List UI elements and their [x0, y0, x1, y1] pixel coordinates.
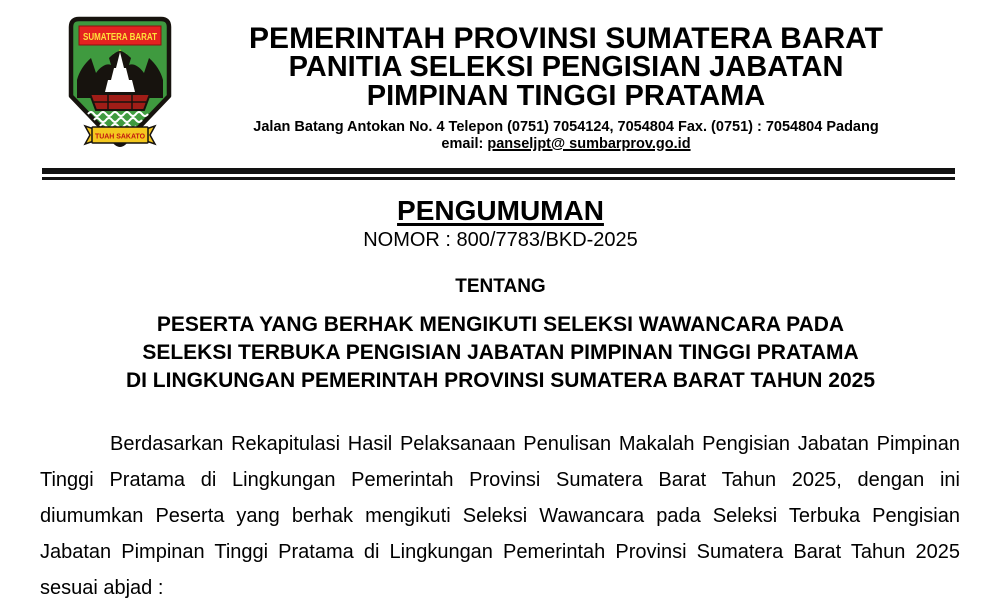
paragraph-line-5: sesuai abjad :	[40, 576, 164, 599]
motto-label: TUAH SAKATO	[95, 131, 146, 141]
committee-name-line1: PANITIA SELEKSI PENGISIAN JABATAN	[288, 51, 844, 83]
letterhead	[0, 0, 1001, 153]
paragraph-line-3: diumumkan Peserta yang berhak mengikuti Seleksi Wawancara pada Seleksi Terbuka Pengisian	[40, 504, 960, 527]
divider-thin-bar	[42, 177, 955, 180]
region-banner-label: SUMATERA BARAT	[83, 32, 157, 43]
sumatera-barat-crest-logo	[64, 16, 176, 150]
announcement-subject	[0, 311, 1001, 395]
letterhead-divider	[42, 168, 955, 180]
paragraph-line-1: Berdasarkan Rekapitulasi Hasil Pelaksanaan Penulisan Makalah Pengisian Jabatan Pimpinan	[110, 432, 960, 455]
subject-line-1: PESERTA YANG BERHAK MENGIKUTI SELEKSI WAWANCARA PADA	[156, 312, 845, 336]
announcement-paragraph	[40, 426, 960, 602]
email-address: panseljpt@ sumbarprov.go.id	[487, 136, 691, 152]
government-name: PEMERINTAH PROVINSI SUMATERA BARAT	[249, 22, 883, 55]
paragraph-line-4: Jabatan Pimpinan Tinggi Pratama di Lingkungan Pemerintah Provinsi Sumatera Barat Tahun 2025	[40, 540, 960, 563]
letterhead-text	[140, 16, 992, 153]
subject-line-2: SELEKSI TERBUKA PENGISIAN JABATAN PIMPINAN TINGGI PRATAMA	[142, 340, 859, 364]
address-line: Jalan Batang Antokan No. 4 Telepon (0751) 7054124, 7054804 Fax. (0751) : 7054804 Padang	[253, 119, 879, 135]
paragraph-line-2: Tinggi Pratama di Lingkungan Pemerintah Provinsi Sumatera Barat Tahun 2025, dengan ini	[40, 468, 960, 491]
boat-base	[90, 94, 150, 110]
motto-ribbon	[85, 126, 155, 144]
committee-name-line2: PIMPINAN TINGGI PRATAMA	[366, 80, 766, 112]
email-line	[140, 136, 992, 153]
subject-line-3: DI LINGKUNGAN PEMERINTAH PROVINSI SUMATERA BARAT TAHUN 2025	[125, 368, 876, 392]
announcement-number: NOMOR : 800/7783/BKD-2025	[363, 228, 638, 251]
email-label: email:	[441, 136, 488, 152]
announcement-content	[0, 196, 1001, 602]
about-label: TENTANG	[455, 275, 546, 297]
announcement-title: PENGUMUMAN	[397, 194, 604, 226]
